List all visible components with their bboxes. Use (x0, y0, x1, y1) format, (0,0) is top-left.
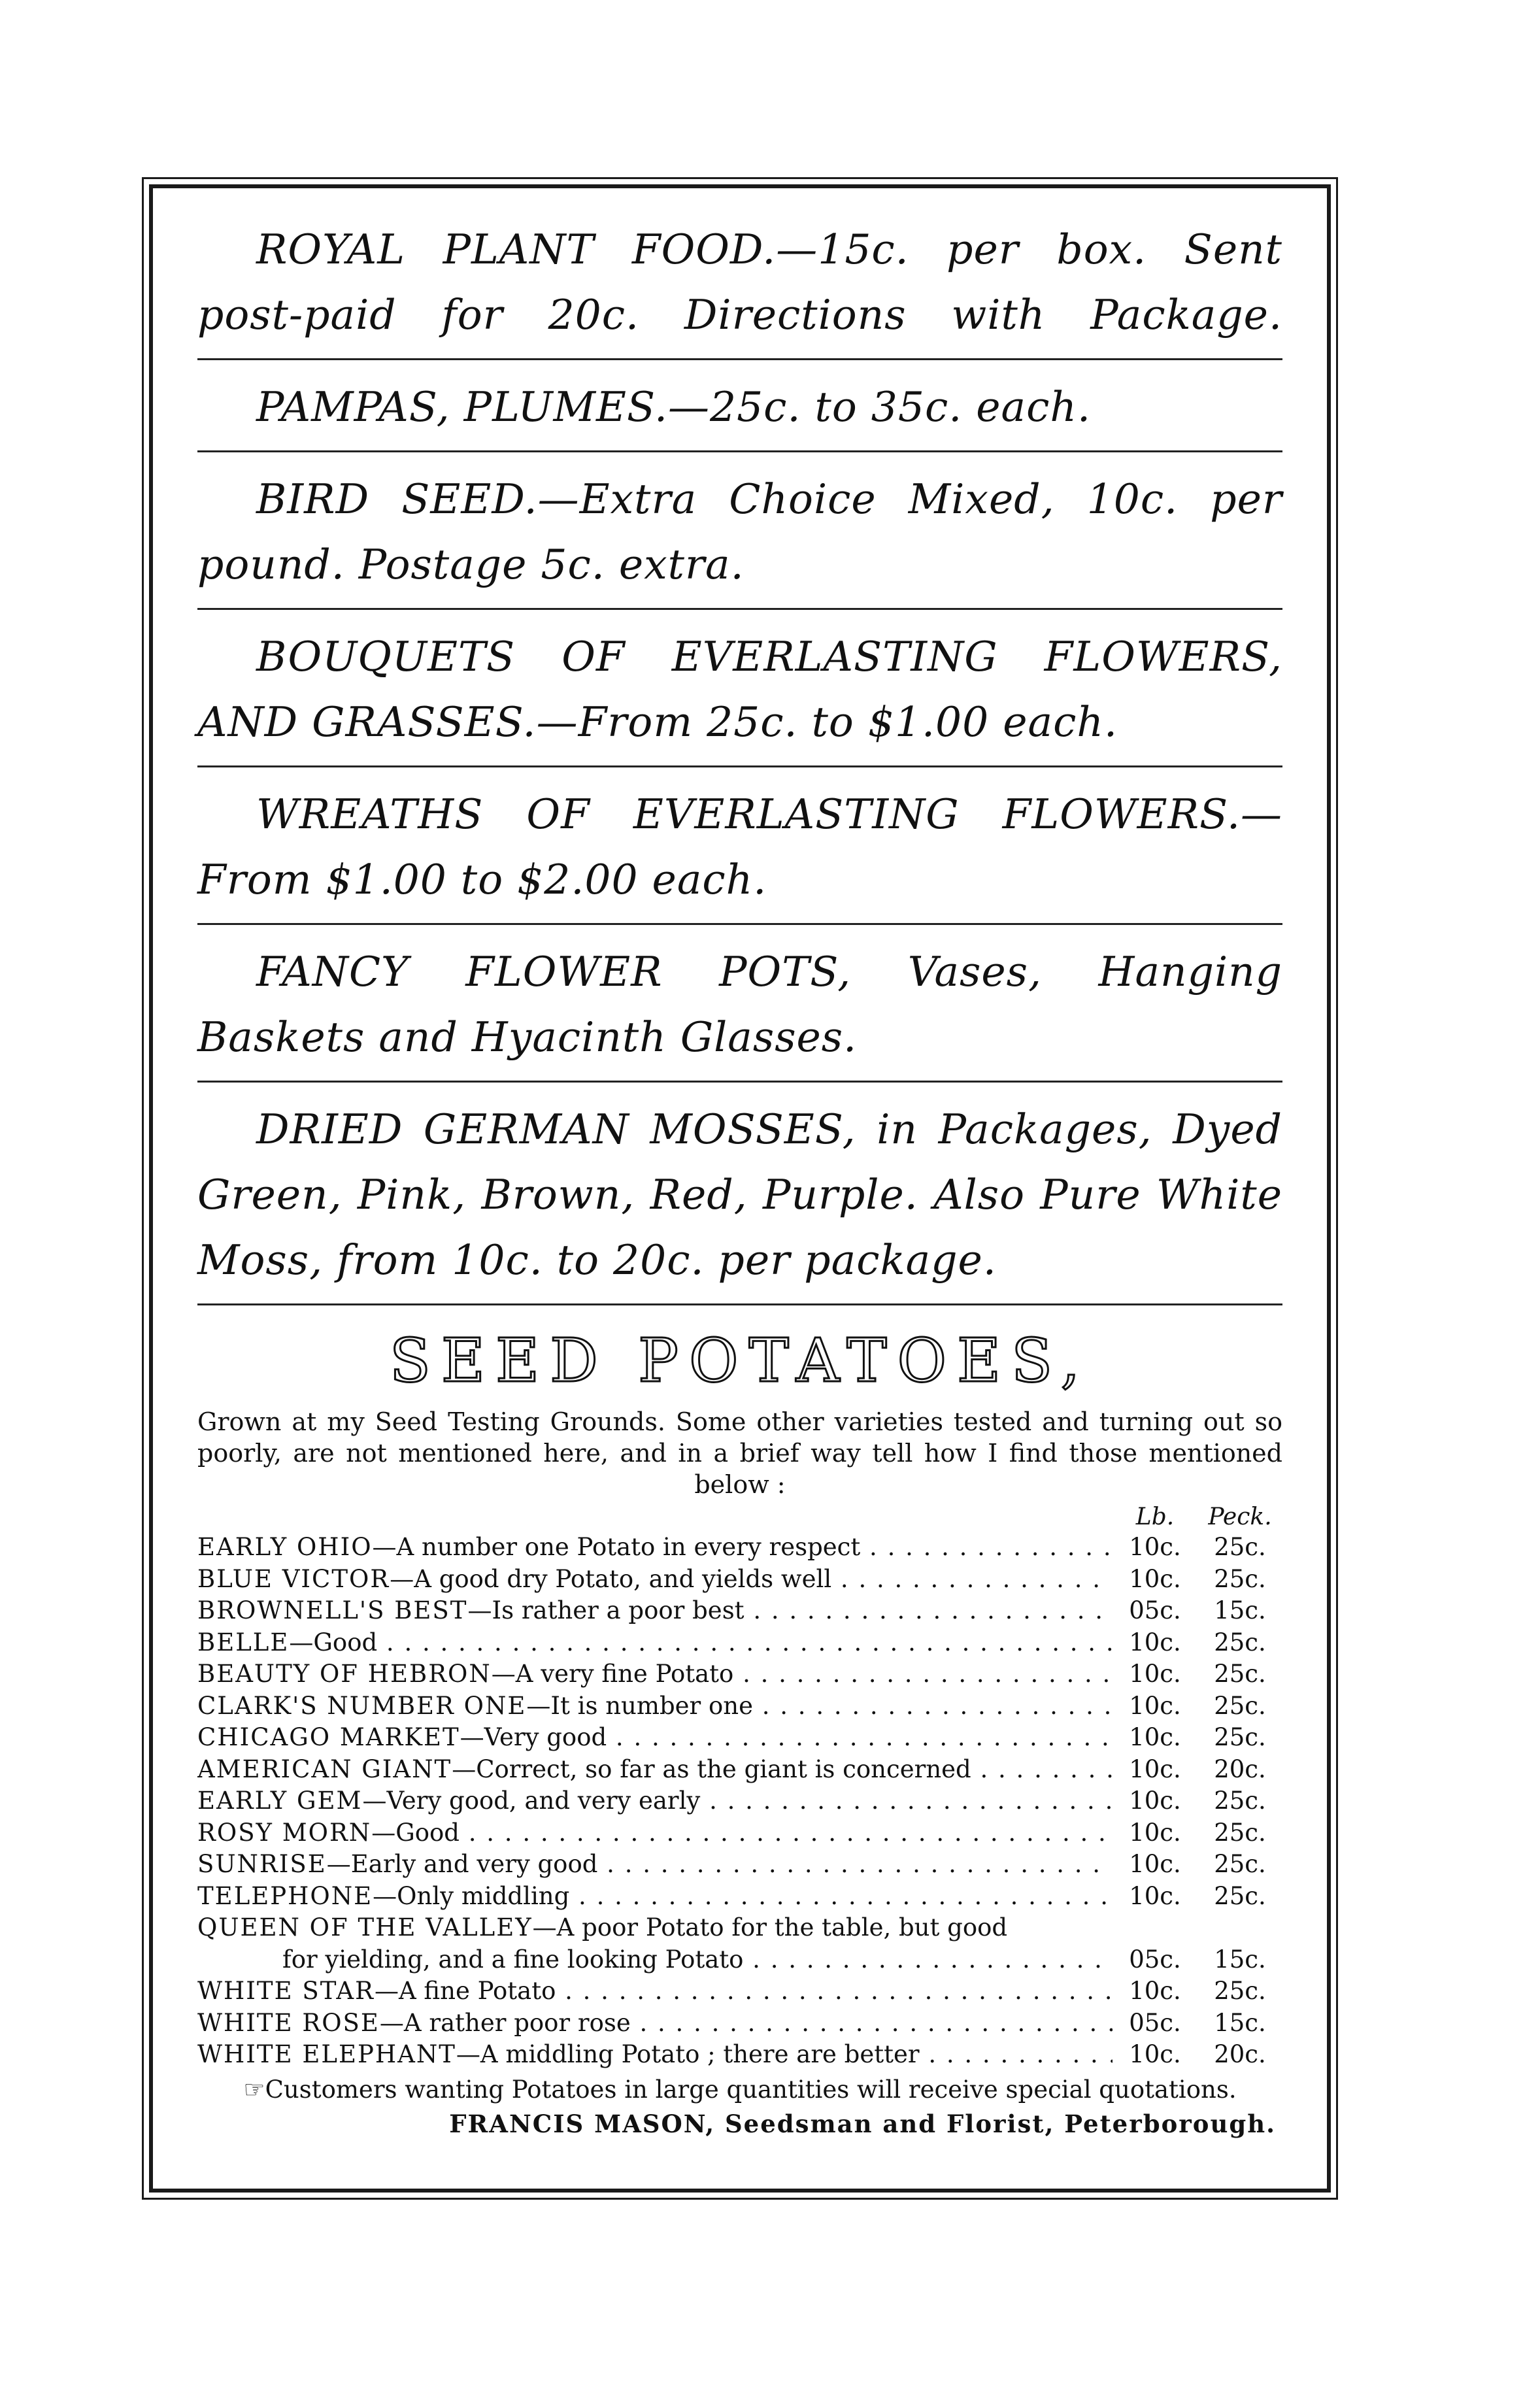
price-lb: 10c. (1129, 1660, 1181, 1688)
table-row (197, 1658, 1282, 1690)
ad-lead: FANCY FLOWER POTS, (256, 948, 852, 996)
potato-name: CHICAGO MARKET (197, 1723, 460, 1751)
potato-price-list (197, 1532, 1282, 2071)
ad-royal-plant-food (197, 217, 1282, 348)
price-peck: 15c. (1214, 1596, 1266, 1624)
price-peck: 25c. (1214, 1787, 1266, 1815)
table-row (197, 1754, 1282, 1786)
price-lb: 10c. (1129, 1533, 1181, 1561)
potato-name: TELEPHONE (197, 1881, 373, 1910)
table-row (197, 1912, 1282, 1944)
ad-text: —15c. per box. Sent post-paid for 20c. Directions with Package. (197, 226, 1282, 339)
table-row (197, 1817, 1282, 1849)
price-lb: 05c. (1129, 1945, 1181, 1974)
potato-name: QUEEN OF THE VALLEY (197, 1913, 533, 1941)
potato-description: —A rather poor rose (379, 2008, 631, 2037)
ad-lead: DRIED GERMAN MOSSES, (256, 1105, 856, 1153)
potato-name: AMERICAN GIANT (197, 1755, 452, 1783)
potato-description: —A good dry Potato, and yields well (390, 1564, 832, 1593)
price-peck: 25c. (1214, 1818, 1266, 1847)
column-header-lb: Lb. (1135, 1504, 1175, 1530)
table-row (197, 1975, 1282, 2008)
potato-description: —A number one Potato in every respect (372, 1533, 861, 1561)
price-lb: 10c. (1129, 1787, 1181, 1815)
potato-name: WHITE STAR (197, 1977, 375, 2005)
potato-name: CLARK'S NUMBER ONE (197, 1691, 527, 1720)
ad-lead: BOUQUETS OF EVERLASTING FLOWERS, AND GRASSES. (197, 633, 1282, 746)
ad-text: Vases, Hanging Baskets and Hyacinth Glasses. (197, 948, 1282, 1061)
table-row (197, 1627, 1282, 1659)
potato-name: EARLY GEM (197, 1787, 363, 1815)
price-lb: 10c. (1129, 1755, 1181, 1783)
ad-wreaths (197, 782, 1282, 913)
ad-lead: ROYAL PLANT FOOD. (256, 226, 777, 273)
divider (197, 923, 1282, 925)
price-peck: 25c. (1214, 1881, 1266, 1910)
table-row (197, 1564, 1282, 1596)
potato-name: BLUE VICTOR (197, 1564, 390, 1593)
price-lb: 10c. (1129, 1691, 1181, 1720)
potato-description: —A middling Potato ; there are better (456, 2040, 920, 2068)
price-peck: 20c. (1214, 1755, 1266, 1783)
ad-lead: PAMPAS, PLUMES. (256, 383, 668, 431)
potato-name: BEAUTY OF HEBRON (197, 1660, 492, 1688)
price-lb: 05c. (1129, 1596, 1181, 1624)
price-peck: 25c. (1214, 1850, 1266, 1878)
seller-signature: FRANCIS MASON, Seedsman and Florist, Peterborough. (449, 2109, 1276, 2138)
price-peck: 25c. (1214, 1660, 1266, 1688)
quotation-note: ☞Customers wanting Potatoes in large quantities will receive special quotations. (243, 2075, 1237, 2104)
divider (197, 765, 1282, 767)
price-lb: 10c. (1129, 1818, 1181, 1847)
table-row (197, 2039, 1282, 2071)
price-peck: 15c. (1214, 2008, 1266, 2037)
potato-name: WHITE ROSE (197, 2008, 380, 2037)
ad-lead: BIRD SEED. (256, 475, 538, 523)
potato-description: —A very fine Potato (491, 1660, 734, 1688)
potato-description: —A poor Potato for the table, but good (532, 1913, 1008, 1941)
price-peck: 25c. (1214, 1628, 1266, 1656)
potato-name: BELLE (197, 1628, 290, 1656)
ad-bouquets (197, 624, 1282, 755)
price-peck: 25c. (1214, 1533, 1266, 1561)
price-lb: 10c. (1129, 2040, 1181, 2068)
seed-potatoes-intro: Grown at my Seed Testing Grounds. Some other varieties tested and turning out so poorly, are not mentioned here, and in a brief way tell how I find those mentioned below : (197, 1407, 1282, 1499)
price-lb: 10c. (1129, 1628, 1181, 1656)
price-lb: 10c. (1129, 1977, 1181, 2005)
potato-description: —Early and very good (326, 1850, 598, 1878)
potato-description: —A fine Potato (374, 1977, 556, 2005)
potato-description: —Good (289, 1628, 378, 1656)
price-lb: 10c. (1129, 1723, 1181, 1751)
divider (197, 358, 1282, 360)
ad-text: —Extra Choice Mixed, 10c. per pound. Postage 5c. extra. (197, 475, 1282, 588)
price-lb: 10c. (1129, 1564, 1181, 1593)
potato-description: —Correct, so far as the giant is concerned (452, 1755, 971, 1783)
table-row (197, 1881, 1282, 1913)
ad-text: —From 25c. to $1.00 each. (536, 698, 1118, 746)
table-row (197, 1722, 1282, 1754)
potato-name: EARLY OHIO (197, 1533, 373, 1561)
table-row (197, 1944, 1282, 1976)
potato-name: ROSY MORN (197, 1818, 372, 1847)
ad-lead: WREATHS OF EVERLASTING FLOWERS. (256, 790, 1241, 838)
ad-flower-pots (197, 939, 1282, 1070)
price-column-headers (197, 1503, 1282, 1532)
ad-text: in Packages, Dyed Green, Pink, Brown, Red, Purple. Also Pure White Moss, from 10c. to 20c. per package. (197, 1105, 1282, 1284)
potato-name: WHITE ELEPHANT (197, 2040, 456, 2068)
price-lb: 05c. (1129, 2008, 1181, 2037)
price-lb: 10c. (1129, 1881, 1181, 1910)
price-peck: 25c. (1214, 1723, 1266, 1751)
table-row (197, 1785, 1282, 1817)
divider (197, 1303, 1282, 1305)
ad-text: —25c. to 35c. each. (668, 383, 1092, 431)
potato-description: —Very good (460, 1723, 607, 1751)
potato-description: —Only middling (373, 1881, 570, 1910)
potato-description: for yielding, and a fine looking Potato (282, 1945, 744, 1974)
ad-pampas-plumes (197, 375, 1282, 440)
table-row (197, 1595, 1282, 1627)
advertisement-frame (149, 184, 1331, 2193)
price-peck: 20c. (1214, 2040, 1266, 2068)
price-peck: 15c. (1214, 1945, 1266, 1974)
table-row (197, 2008, 1282, 2040)
ad-bird-seed (197, 467, 1282, 597)
seed-potatoes-heading: SEED POTATOES, (389, 1326, 1091, 1396)
potato-description: —Is rather a poor best (467, 1596, 745, 1624)
price-lb: 10c. (1129, 1850, 1181, 1878)
ad-text: —From $1.00 to $2.00 each. (197, 790, 1282, 903)
price-peck: 25c. (1214, 1564, 1266, 1593)
table-row (197, 1849, 1282, 1881)
table-row (197, 1532, 1282, 1564)
ad-german-mosses (197, 1097, 1282, 1293)
potato-description: —Very good, and very early (362, 1787, 701, 1815)
column-header-peck: Peck. (1208, 1504, 1272, 1530)
divider (197, 608, 1282, 610)
divider (197, 1081, 1282, 1083)
price-peck: 25c. (1214, 1691, 1266, 1720)
advertisement-content (197, 217, 1282, 2162)
potato-name: SUNRISE (197, 1850, 327, 1878)
table-row (197, 1690, 1282, 1722)
price-peck: 25c. (1214, 1977, 1266, 2005)
potato-description: —It is number one (526, 1691, 753, 1720)
potato-description: —Good (371, 1818, 460, 1847)
divider (197, 450, 1282, 452)
potato-name: BROWNELL'S BEST (197, 1596, 468, 1624)
